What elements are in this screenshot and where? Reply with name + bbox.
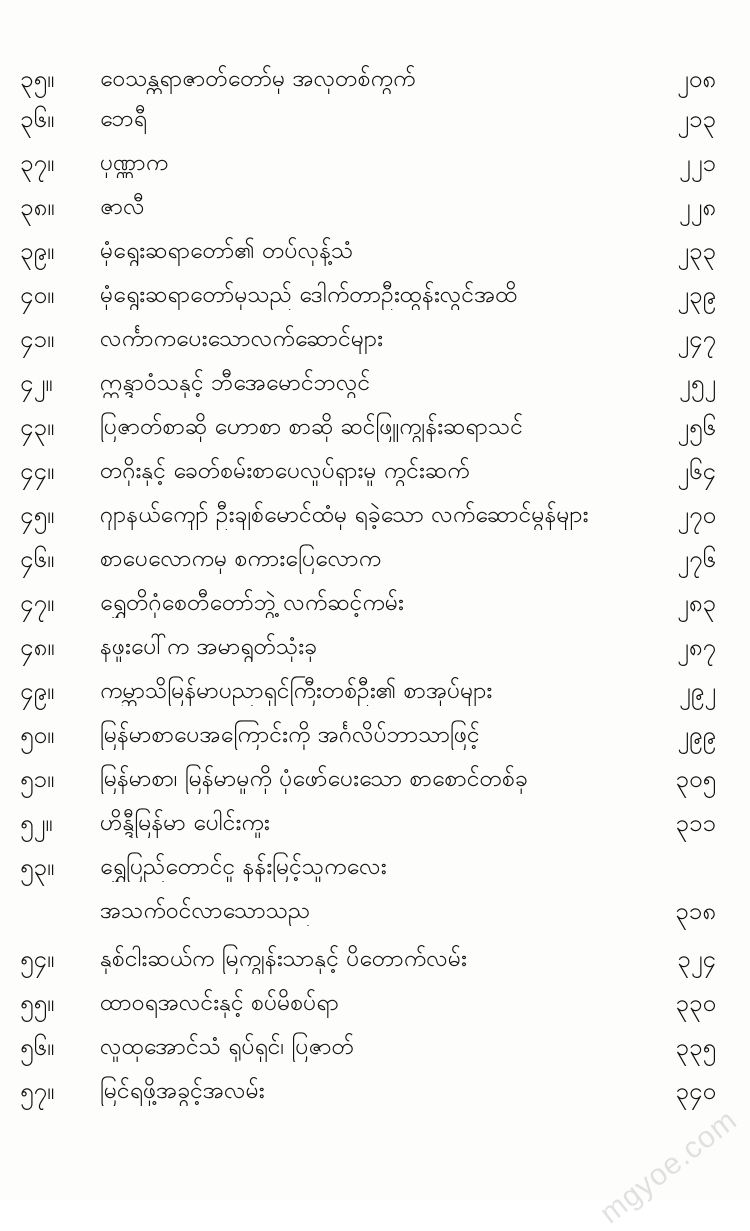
chapter-title: နဖူးပေါ်က အမာရွတ်သုံးခု: [100, 634, 318, 660]
page-number: ၂၈၇: [677, 633, 716, 661]
chapter-title: မုံရွေးဆရာတော်၏ တပ်လှန့်သံ: [100, 238, 354, 264]
page-number: ၂၆၄: [677, 457, 716, 485]
chapter-number: ၄၇။: [20, 589, 55, 617]
chapter-title: မြင်ရဖို့အခွင့်အလမ်း: [100, 1078, 265, 1104]
chapter-title: မုံရွေးဆရာတော်မှသည် ဒေါက်တာဦးထွန်းလွင်အထိ: [100, 282, 518, 308]
chapter-title: စာပေလောကမှ စကားပြေလောက: [100, 546, 382, 572]
chapter-number: ၅၇။: [20, 1077, 55, 1105]
chapter-title: နှစ်ငါးဆယ်က မြကျွန်းသာနှင့် ပိတောက်လမ်း: [100, 946, 467, 972]
toc-entry: [0, 844, 750, 888]
toc-entry: [0, 184, 750, 228]
toc-entry: [0, 56, 750, 96]
chapter-title: မြန်မာစာ၊ မြန်မာမှုကို ပုံဖော်ပေးသော စာစောင်တစ်ခု: [100, 766, 528, 792]
chapter-number: ၃၈။: [20, 193, 55, 221]
toc-entry: [0, 668, 750, 712]
chapter-number: ၃၇။: [20, 149, 55, 177]
toc-entry: [0, 1068, 750, 1112]
page-number: ၂၅၆: [677, 413, 716, 441]
page-number: ၂၂၈: [678, 193, 716, 221]
chapter-title: ဣန္ဒာဝံသနှင့် ဘီအေမောင်ဘလွင်: [100, 370, 371, 396]
chapter-title: ဝေသန္တရာဇာတ်တော်မှ အလှတစ်ကွက်: [100, 66, 416, 92]
chapter-title: ပုဏ္ဏာက: [100, 150, 169, 176]
chapter-title: ပြဇာတ်စာဆို ဟောစာ စာဆို ဆင်ဖြူကျွန်းဆရာသင်: [100, 414, 523, 440]
page-number: ၂၁၃: [677, 105, 716, 133]
toc-entry: [0, 800, 750, 844]
chapter-title: လင်္ကာကပေးသောလက်ဆောင်များ: [100, 326, 383, 352]
toc-entry: [0, 1024, 750, 1068]
toc-entry: [0, 536, 750, 580]
page-number: ၂၃၃: [677, 237, 716, 265]
chapter-number: ၅၅။: [20, 989, 55, 1017]
chapter-title: မြန်မာစာပေအကြောင်းကို အင်္ဂလိပ်ဘာသာဖြင့်: [100, 722, 480, 748]
toc-entry: [0, 580, 750, 624]
page-number: ၂၈၃: [677, 589, 716, 617]
chapter-title: ရွှေပြည်တောင်ငူ နန်းမြင့်သူကလေး: [100, 854, 387, 880]
chapter-number: ၄၀။: [20, 281, 55, 309]
chapter-number: ၅၂။: [20, 809, 53, 837]
page-number: ၂၉၉: [677, 721, 716, 749]
toc-entry: [0, 360, 750, 404]
page-number: ၃၁၁: [675, 809, 716, 837]
toc-entry: [0, 448, 750, 492]
toc-entry: [0, 228, 750, 272]
toc-entry: [0, 404, 750, 448]
page-number: ၃၃၀: [675, 989, 716, 1017]
table-of-contents: [0, 56, 750, 1112]
toc-entry: [0, 140, 750, 184]
chapter-title: ကမ္ဘာသိမြန်မာပညာရှင်ကြီးတစ်ဦး၏ စာအုပ်များ: [100, 678, 493, 704]
page-number: ၃၂၄: [677, 945, 716, 973]
chapter-number: ၅၀။: [20, 721, 55, 749]
chapter-number: ၄၉။: [20, 677, 55, 705]
chapter-title: ဇာလီ: [100, 194, 145, 220]
page-number: ၃၀၅: [675, 765, 716, 793]
toc-entry: [0, 316, 750, 360]
page-number: ၂၃၉: [677, 281, 716, 309]
page-number: ၂၄၇: [677, 325, 716, 353]
chapter-title: တဂိုးနှင့် ခေတ်စမ်းစာပေလှုပ်ရှားမှု ကွင်းဆက်: [100, 458, 470, 484]
chapter-title: အသက်ဝင်လာသောသည: [100, 898, 311, 924]
toc-entry: [0, 712, 750, 756]
page-number: ၃၄၀: [675, 1077, 716, 1105]
chapter-number: ၃၅။: [20, 65, 55, 93]
toc-entry-continuation: [0, 888, 750, 936]
chapter-title: ရွှေတိဂုံစေတီတော်ဘွဲ့ လက်ဆင့်ကမ်း: [100, 590, 404, 616]
page-number: ၂၅၂: [678, 369, 716, 397]
page-number: ၂၉၂: [678, 677, 716, 705]
toc-entry: [0, 272, 750, 316]
chapter-number: ၄၃။: [20, 413, 55, 441]
chapter-number: ၅၁။: [20, 765, 55, 793]
toc-entry: [0, 624, 750, 668]
toc-entry: [0, 492, 750, 536]
page-number: ၃၁၈: [675, 897, 716, 925]
toc-entry: [0, 980, 750, 1024]
watermark: mgyoe.com: [593, 1103, 744, 1231]
page-number: ၃၃၅: [675, 1033, 716, 1061]
toc-entry: [0, 96, 750, 140]
chapter-title: ဂျာနယ်ကျော် ဦးချစ်မောင်ထံမှ ရခဲ့သော လက်ဆောင်မွန်များ: [100, 502, 589, 528]
page-number: ၂၀၈: [677, 65, 716, 93]
chapter-number: ၄၈။: [20, 633, 55, 661]
page-number: ၂၂၁: [678, 149, 716, 177]
chapter-number: ၅၄။: [20, 945, 55, 973]
page-number: ၂၇၀: [677, 501, 716, 529]
chapter-title: ဘေရီ: [100, 106, 147, 132]
chapter-number: ၅၃။: [20, 853, 55, 881]
chapter-number: ၄၅။: [20, 501, 55, 529]
chapter-number: ၃၆။: [20, 105, 55, 133]
chapter-title: ဟိန္ဒီမြန်မာ ပေါင်းကူး: [100, 810, 270, 836]
toc-entry: [0, 936, 750, 980]
chapter-number: ၄၂။: [20, 369, 53, 397]
chapter-title: ထာဝရအလင်းနှင့် စပ်မိစပ်ရာ: [100, 990, 339, 1016]
chapter-number: ၃၉။: [20, 237, 55, 265]
page-number: ၂၇၆: [677, 545, 716, 573]
toc-entry: [0, 756, 750, 800]
chapter-number: ၄၄။: [20, 457, 55, 485]
chapter-title: လူထုအောင်သံ ရုပ်ရှင်၊ ပြဇာတ်: [100, 1034, 355, 1060]
chapter-number: ၄၆။: [20, 545, 55, 573]
chapter-number: ၅၆။: [20, 1033, 55, 1061]
chapter-number: ၄၁။: [20, 325, 55, 353]
